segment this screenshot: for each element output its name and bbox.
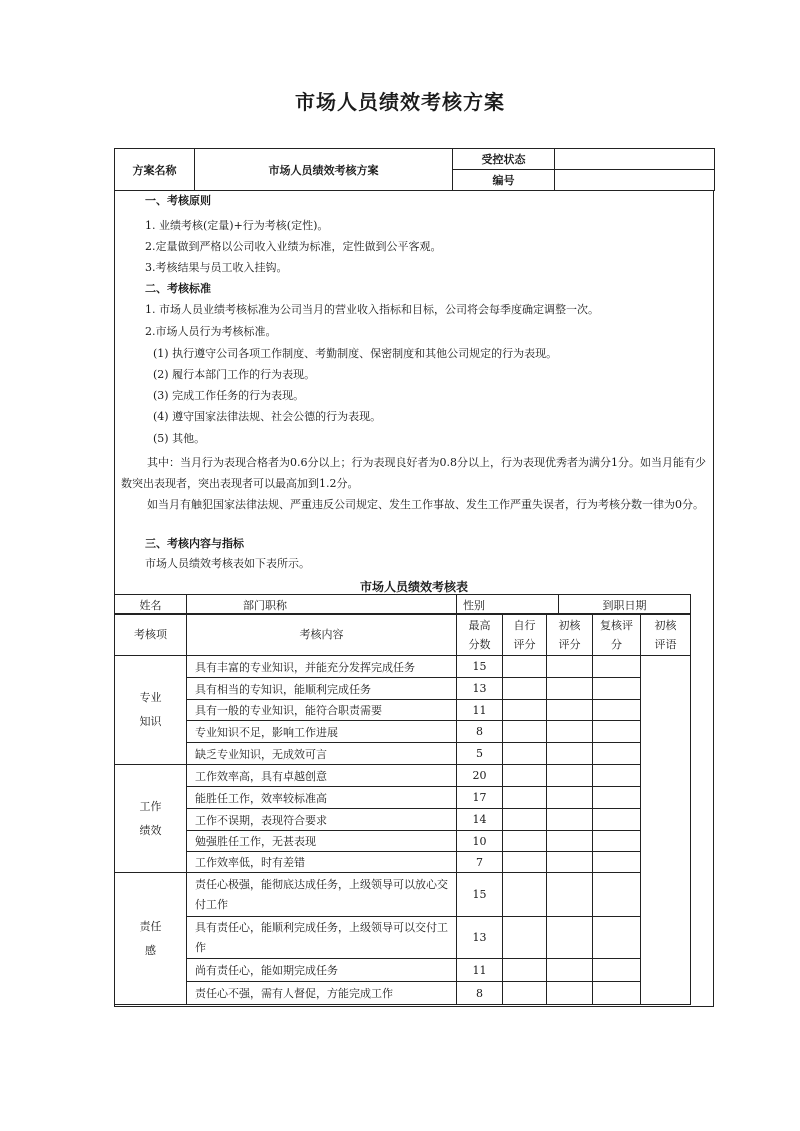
review-score-cell[interactable] bbox=[593, 678, 641, 700]
self-score-cell[interactable] bbox=[503, 809, 547, 831]
initial-score-cell[interactable] bbox=[547, 765, 593, 787]
column-header-content: 考核内容 bbox=[187, 614, 457, 656]
initial-score-cell[interactable] bbox=[547, 982, 593, 1005]
self-score-cell[interactable] bbox=[503, 700, 547, 721]
initial-score-cell[interactable] bbox=[547, 678, 593, 700]
section-1-item-3: 3.考核结果与员工收入挂钩。 bbox=[145, 261, 288, 274]
gender-label: 性别 bbox=[457, 595, 559, 615]
section-2-sub-2: (2) 履行本部门工作的行为表现。 bbox=[153, 368, 316, 381]
self-score-cell[interactable] bbox=[503, 982, 547, 1005]
review-score-cell[interactable] bbox=[593, 809, 641, 831]
criterion-content: 具有责任心，能顺利完成任务，上级领导可以交付工作 bbox=[187, 917, 457, 959]
section-2-heading: 二、考核标准 bbox=[145, 282, 211, 295]
initial-score-cell[interactable] bbox=[547, 700, 593, 721]
criterion-max-score: 8 bbox=[457, 982, 503, 1005]
criterion-max-score: 17 bbox=[457, 787, 503, 809]
section-1-item-2: 2.定量做到严格以公司收入业绩为标准，定性做到公平客观。 bbox=[145, 240, 442, 253]
self-score-cell[interactable] bbox=[503, 656, 547, 678]
section-2-paragraph-2: 如当月有触犯国家法律法规、严重违反公司规定、发生工作事故、发生工作严重失误者，行为考核分数一律为0分。 bbox=[147, 498, 704, 511]
self-score-cell[interactable] bbox=[503, 765, 547, 787]
section-2-sub-4: (4) 遵守国家法律法规、社会公德的行为表现。 bbox=[153, 410, 382, 423]
initial-score-line-1: 初核 bbox=[558, 618, 581, 632]
criterion-max-score: 8 bbox=[457, 721, 503, 743]
section-2-item-2: 2.市场人员行为考核标准。 bbox=[145, 325, 277, 338]
hire-date-label: 到职日期 bbox=[559, 595, 691, 615]
criterion-content: 具有相当的专知识，能顺利完成任务 bbox=[187, 678, 457, 700]
review-score-cell[interactable] bbox=[593, 982, 641, 1005]
category-line-2: 绩效 bbox=[139, 823, 162, 837]
initial-score-cell[interactable] bbox=[547, 917, 593, 959]
initial-score-cell[interactable] bbox=[547, 656, 593, 678]
section-1-item-1: 1. 业绩考核(定量)+行为考核(定性)。 bbox=[145, 219, 329, 232]
initial-comment-line-1: 初核 bbox=[654, 618, 677, 632]
category-line-2: 知识 bbox=[139, 715, 162, 728]
criterion-content: 工作不误期，表现符合要求 bbox=[187, 809, 457, 831]
self-score-cell[interactable] bbox=[503, 743, 547, 765]
criterion-max-score: 11 bbox=[457, 700, 503, 721]
self-score-cell[interactable] bbox=[503, 831, 547, 852]
category-line-1: 责任 bbox=[139, 919, 162, 933]
initial-score-cell[interactable] bbox=[547, 852, 593, 873]
column-header-max-score bbox=[457, 614, 503, 656]
category-responsibility bbox=[115, 873, 187, 1005]
self-score-cell[interactable] bbox=[503, 959, 547, 982]
section-3-intro: 市场人员绩效考核表如下表所示。 bbox=[145, 557, 310, 570]
category-professional-knowledge bbox=[115, 656, 187, 765]
criterion-content: 能胜任工作，效率较标准高 bbox=[187, 787, 457, 809]
criterion-max-score: 13 bbox=[457, 917, 503, 959]
category-line-2: 感 bbox=[145, 943, 156, 957]
initial-score-cell[interactable] bbox=[547, 809, 593, 831]
department-title-label: 部门职称 bbox=[187, 595, 457, 615]
review-score-cell[interactable] bbox=[593, 873, 641, 917]
criterion-content: 工作效率高，具有卓越创意 bbox=[187, 765, 457, 787]
review-score-cell[interactable] bbox=[593, 831, 641, 852]
plan-header-table bbox=[114, 148, 715, 191]
initial-score-cell[interactable] bbox=[547, 743, 593, 765]
criterion-max-score: 15 bbox=[457, 873, 503, 917]
category-work-performance bbox=[115, 765, 187, 873]
review-score-cell[interactable] bbox=[593, 917, 641, 959]
initial-score-cell[interactable] bbox=[547, 959, 593, 982]
self-score-cell[interactable] bbox=[503, 678, 547, 700]
review-score-cell[interactable] bbox=[593, 700, 641, 721]
self-score-line-2: 评分 bbox=[513, 637, 536, 651]
review-score-cell[interactable] bbox=[593, 721, 641, 743]
name-label: 姓名 bbox=[115, 595, 187, 615]
column-header-item: 考核项 bbox=[115, 614, 187, 656]
section-2-paragraph-1: 其中：当月行为表现合格者为0.6分以上；行为表现良好者为0.8分以上，行为表现优秀者为满分1分。如当月能有少数突出表现者，突出表现者可以最高加到1.2分。 bbox=[121, 456, 706, 490]
section-1-heading: 一、考核原则 bbox=[145, 194, 211, 207]
section-3-heading: 三、考核内容与指标 bbox=[145, 537, 244, 550]
number-value bbox=[555, 170, 715, 191]
column-header-initial-comment bbox=[641, 614, 691, 656]
criterion-max-score: 11 bbox=[457, 959, 503, 982]
category-line-1: 工作 bbox=[139, 799, 162, 813]
section-2-sub-3: (3) 完成工作任务的行为表现。 bbox=[153, 389, 305, 402]
review-score-line-2: 分 bbox=[611, 637, 622, 651]
self-score-cell[interactable] bbox=[503, 852, 547, 873]
section-2-item-1: 1. 市场人员业绩考核标准为公司当月的营业收入指标和目标，公司将会每季度确定调整一次。 bbox=[145, 303, 599, 316]
plan-name-label: 方案名称 bbox=[115, 149, 195, 191]
column-header-review-score bbox=[593, 614, 641, 656]
criterion-content: 勉强胜任工作，无甚表现 bbox=[187, 831, 457, 852]
evaluation-table bbox=[114, 613, 691, 1005]
document-title: 市场人员绩效考核方案 bbox=[295, 90, 505, 114]
status-value bbox=[555, 149, 715, 170]
self-score-cell[interactable] bbox=[503, 873, 547, 917]
initial-score-cell[interactable] bbox=[547, 831, 593, 852]
criterion-max-score: 10 bbox=[457, 831, 503, 852]
column-header-self-score bbox=[503, 614, 547, 656]
review-score-cell[interactable] bbox=[593, 765, 641, 787]
max-score-line-1: 最高 bbox=[468, 618, 491, 632]
review-score-cell[interactable] bbox=[593, 787, 641, 809]
evaluation-table-caption: 市场人员绩效考核表 bbox=[359, 580, 468, 594]
number-label: 编号 bbox=[453, 170, 555, 191]
criterion-max-score: 15 bbox=[457, 656, 503, 678]
max-score-line-2: 分数 bbox=[468, 637, 491, 651]
criterion-max-score: 14 bbox=[457, 809, 503, 831]
criterion-content: 工作效率低，时有差错 bbox=[187, 852, 457, 873]
category-line-1: 专业 bbox=[139, 691, 162, 704]
review-score-cell[interactable] bbox=[593, 656, 641, 678]
self-score-cell[interactable] bbox=[503, 721, 547, 743]
initial-score-line-2: 评分 bbox=[558, 637, 581, 651]
criterion-content: 具有丰富的专业知识，并能充分发挥完成任务 bbox=[187, 656, 457, 678]
criterion-max-score: 5 bbox=[457, 743, 503, 765]
plan-name-value: 市场人员绩效考核方案 bbox=[195, 149, 453, 191]
criterion-content: 尚有责任心，能如期完成任务 bbox=[187, 959, 457, 982]
initial-comment-line-2: 评语 bbox=[654, 637, 677, 651]
criterion-max-score: 7 bbox=[457, 852, 503, 873]
initial-comment-cell[interactable] bbox=[641, 656, 691, 1005]
criterion-content: 责任心不强，需有人督促，方能完成工作 bbox=[187, 982, 457, 1005]
self-score-line-1: 自行 bbox=[513, 618, 536, 632]
review-score-cell[interactable] bbox=[593, 743, 641, 765]
criterion-max-score: 13 bbox=[457, 678, 503, 700]
self-score-cell[interactable] bbox=[503, 787, 547, 809]
criterion-content: 责任心极强，能彻底达成任务，上级领导可以放心交付工作 bbox=[187, 873, 457, 917]
criterion-content: 缺乏专业知识，无成效可言 bbox=[187, 743, 457, 765]
initial-score-cell[interactable] bbox=[547, 873, 593, 917]
initial-score-cell[interactable] bbox=[547, 787, 593, 809]
section-2-sub-5: (5) 其他。 bbox=[153, 432, 206, 445]
section-2-sub-1: (1) 执行遵守公司各项工作制度、考勤制度、保密制度和其他公司规定的行为表现。 bbox=[153, 347, 558, 360]
initial-score-cell[interactable] bbox=[547, 721, 593, 743]
employee-info-table bbox=[114, 594, 691, 615]
column-header-initial-score bbox=[547, 614, 593, 656]
status-label: 受控状态 bbox=[453, 149, 555, 170]
review-score-cell[interactable] bbox=[593, 959, 641, 982]
criterion-content: 专业知识不足，影响工作进展 bbox=[187, 721, 457, 743]
review-score-line-1: 复核评 bbox=[600, 618, 633, 632]
criterion-max-score: 20 bbox=[457, 765, 503, 787]
review-score-cell[interactable] bbox=[593, 852, 641, 873]
self-score-cell[interactable] bbox=[503, 917, 547, 959]
criterion-content: 具有一般的专业知识，能符合职责需要 bbox=[187, 700, 457, 721]
